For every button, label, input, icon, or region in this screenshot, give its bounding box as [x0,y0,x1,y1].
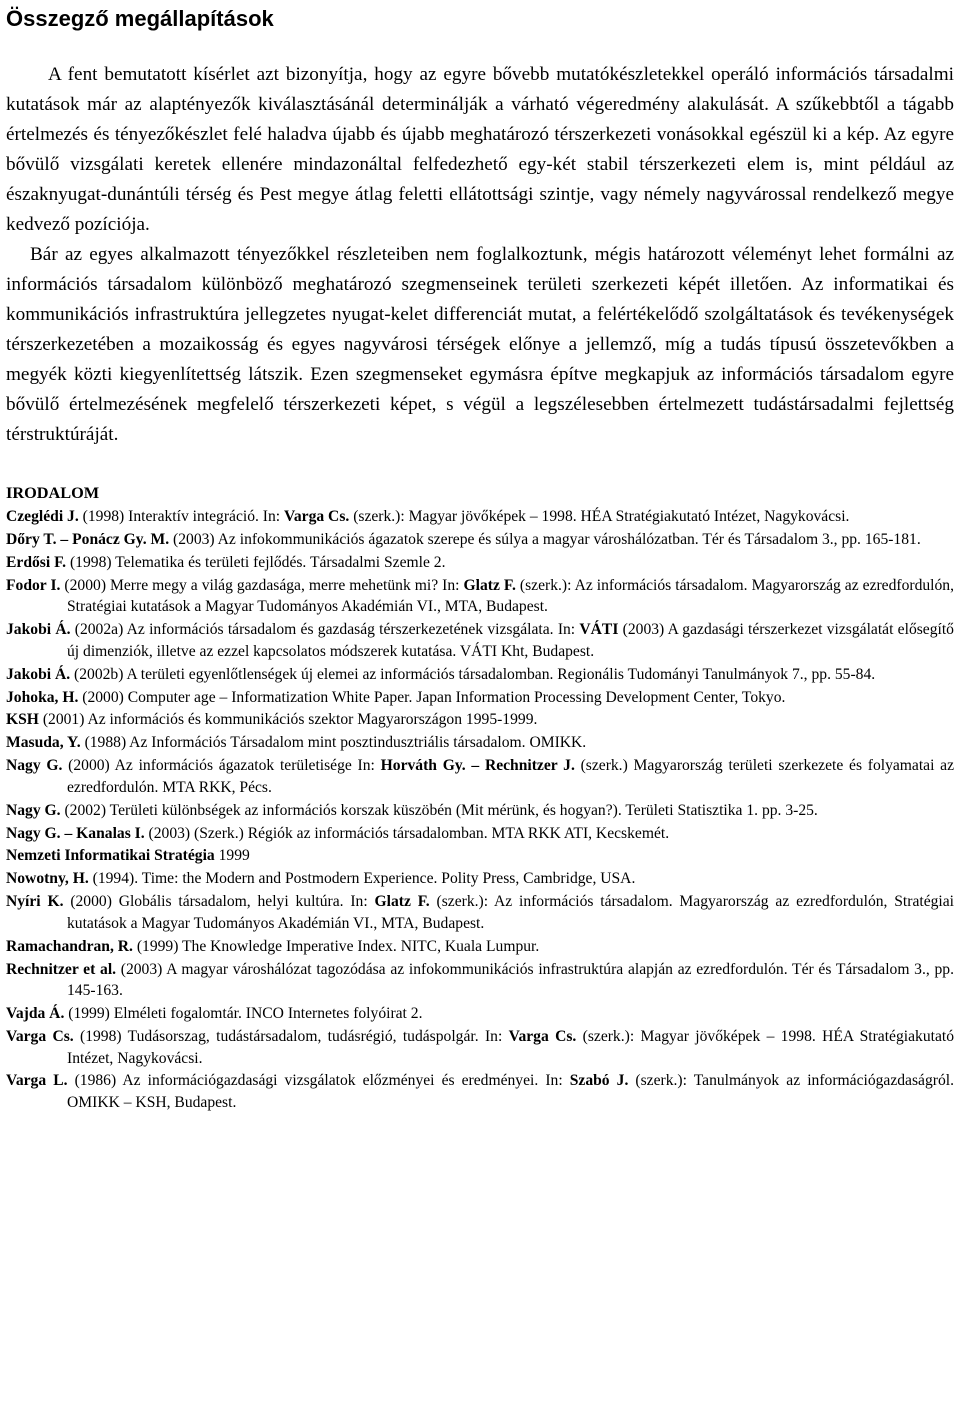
reference-author: Varga L. [6,1072,68,1090]
reference-author: Nagy G. [6,801,61,819]
reference-author: Czeglédi J. [6,508,79,525]
reference-author: Dőry T. – Ponácz Gy. M. [6,530,170,548]
reference-editor: Varga Cs. [508,1028,577,1045]
reference-text: (szerk.): Magyar jövőképek – 1998. HÉA Stratégiakutató Intézet, Nagykovácsi. [349,508,850,525]
reference-item [6,823,954,845]
reference-item [6,1026,954,1069]
reference-editor: Horváth Gy. – Rechnitzer J. [380,757,575,775]
reference-item [6,552,954,574]
reference-item [6,868,954,890]
reference-author: Varga Cs. [6,1028,74,1045]
reference-text: (2003) Az infokommunikációs ágazatok szerepe és súlya a magyar városhálózatban. Tér és Társadalom 3., pp. 165-181. [169,530,921,548]
reference-text: (szerk.): Magyar jövőképek – 1998. HÉA Stratégiakutató Intézet, Nagykovácsi. [67,1028,954,1067]
reference-text: (szerk.): Az információs társadalom. Magyarország az ezredfordulón, Stratégiai kutatások a Magyar Tudományos Akadémián VI., MTA, Budapest. [67,893,955,932]
document-page [0,6,960,1114]
reference-editor: Glatz F. [374,893,430,911]
references-list [6,506,954,1114]
reference-item [6,664,954,686]
reference-text: (2003) A gazdasági térszerkezet vizsgálatát elősegítő új dimenziók, illetve az ezzel kapcsolatos módszerek kutatása. VÁTI Kht, Budapest. [67,621,954,660]
references-heading: IRODALOM [6,483,100,502]
reference-text: (1998) Interaktív integráció. In: [78,508,285,525]
reference-editor: Szabó J. [569,1072,629,1090]
reference-text: (2001) Az információs és kommunikációs szektor Magyarországon 1995-1999. [38,711,538,729]
reference-author: Vajda Á. [6,1005,65,1023]
reference-text: (1998) Tudásorszag, tudástársadalom, tudásrégió, tudáspolgár. In: [73,1028,509,1045]
reference-item [6,709,954,731]
reference-author: Nowotny, H. [6,870,89,888]
reference-author: Nagy G. [6,757,63,775]
reference-text: (2000) Globális társadalom, helyi kultúra. In: [63,893,375,911]
reference-text: (2002b) A területi egyenlőtlenségek új elemei az információs társadalomban. Regionális Tudományi Tanulmányok 7., pp. 55-84. [70,665,876,683]
reference-text: 1999 [214,847,250,865]
reference-author: Rechnitzer et al. [6,960,117,978]
reference-item [6,1003,954,1025]
reference-text: (2000) Az információs ágazatok területisége In: [62,757,381,775]
reference-editor: VÁTI [579,621,619,639]
paragraph-2: Bár az egyes alkalmazott tényezőkkel részleteiben nem foglalkoztunk, mégis határozott véleményt lehet formálni az információs társadalom különböző meghatározó szegmenseinek területi szerkezeti képét illetően. Az informatikai és kommunikációs infrastruktúra jellegzetes nyugat-kelet differenciát mutat, a felértékelődő szolgáltatások és tevékenységek térszerkezetében a mozaikosság és egyes nagyvárosi térségek előnye a jellemző, míg a tudás típusú összetevőkben a megyék közti kiegyenlítettség látszik. Ezen szegmenseket egymásra építve megkapjuk az információs társadalom egyre bővülő értelmezésének megfelelő térszerkezeti képet, s végül a legszélesebben értelmezett tudástársadalmi fejlettség térstruktúráját. [6,244,954,445]
reference-text: (1986) Az információgazdasági vizsgálatok előzményei és eredményei. In: [67,1072,570,1090]
reference-item [6,1070,954,1113]
reference-item [6,687,954,709]
reference-item [6,891,954,934]
reference-author: Nemzeti Informatikai Stratégia [6,847,215,865]
reference-text: (2000) Merre megy a világ gazdasága, merre mehetünk mi? In: [60,576,464,594]
reference-author: Nagy G. – Kanalas I. [6,824,145,842]
reference-author: Jakobi Á. [6,621,71,639]
reference-text: (szerk.): Az információs társadalom. Magyarország az ezredfordulón, Stratégiai kutatások a Magyar Tudományos Akadémián VI., MTA, Budapest. [67,576,955,616]
reference-text: (2002) Területi különbségek az információs korszak küszöbén (Mit mérünk, és hogyan?). Területi Statisztika 1. pp. 3-25. [60,801,818,819]
section-heading: Összegző megállapítások [6,6,274,31]
reference-editor: Varga Cs. [284,508,350,525]
reference-text: (1998) Telematika és területi fejlődés. Társadalmi Szemle 2. [66,553,446,571]
reference-author: Ramachandran, R. [6,937,133,955]
reference-item [6,800,954,822]
reference-text: (1988) Az Információs Társadalom mint posztindusztriális társadalom. OMIKK. [80,734,587,752]
reference-author: Erdősi F. [6,553,67,571]
reference-text: (2000) Computer age – Informatization White Paper. Japan Information Processing Development Center, Tokyo. [78,688,786,706]
reference-author: Johoka, H. [6,688,79,706]
reference-text: (2003) (Szerk.) Régiók az információs társadalomban. MTA RKK ATI, Kecskemét. [144,824,670,842]
reference-text: (szerk.) Magyarország területi szerkezete és folyamatai az ezredfordulón. MTA RKK, Pécs. [67,757,955,796]
reference-item [6,619,954,662]
reference-author: Fodor I. [6,576,61,594]
paragraph-1: A fent bemutatott kísérlet azt bizonyítja, hogy az egyre bővebb mutatókészletekkel operáló információs társadalmi kutatások már az alaptényezők kiválasztásánál determinálják a várható végeredmény alakulását. A szűkebbtől a tágabb értelmezés és tényezőkészlet felé haladva újabb és újabb meghatározó térszerkezeti vonásokkal egészül ki a kép. Az egyre bővülő vizsgálati keretek ellenére mindazonáltal felfedezhető egy-két stabil térszerkezeti elem is, mint például az északnyugat-dunántúli térség és Pest megye átlag feletti ellátottsági szintje, vagy némely nagyvárossal rendelkező megye kedvező pozíciója. [6,64,954,235]
reference-item [6,936,954,958]
reference-author: Nyíri K. [6,893,64,911]
reference-text: (1999) Elméleti fogalomtár. INCO Internetes folyóirat 2. [64,1005,423,1023]
reference-item [6,732,954,754]
reference-author: KSH [6,711,39,729]
reference-text: (2002a) Az információs társadalom és gazdaság térszerkezetének vizsgálata. In: [70,621,580,639]
reference-item [6,959,954,1002]
reference-item [6,755,954,798]
reference-text: (szerk.): Tanulmányok az információgazdaságról. OMIKK – KSH, Budapest. [67,1072,954,1112]
reference-author: Jakobi Á. [6,665,71,683]
reference-text: (1994). Time: the Modern and Postmodern Experience. Polity Press, Cambridge, USA. [88,870,636,888]
reference-item [6,529,954,551]
reference-text: (1999) The Knowledge Imperative Index. NITC, Kuala Lumpur. [132,937,540,955]
reference-item [6,506,954,528]
reference-editor: Glatz F. [463,576,516,594]
reference-item [6,575,954,618]
reference-text: (2003) A magyar városhálózat tagozódása az infokommunikációs infrastruktúra alapján az ezredfordulón. Tér és Társadalom 3., pp. 145-163. [67,960,954,1000]
reference-author: Masuda, Y. [6,734,81,752]
reference-item [6,845,954,867]
